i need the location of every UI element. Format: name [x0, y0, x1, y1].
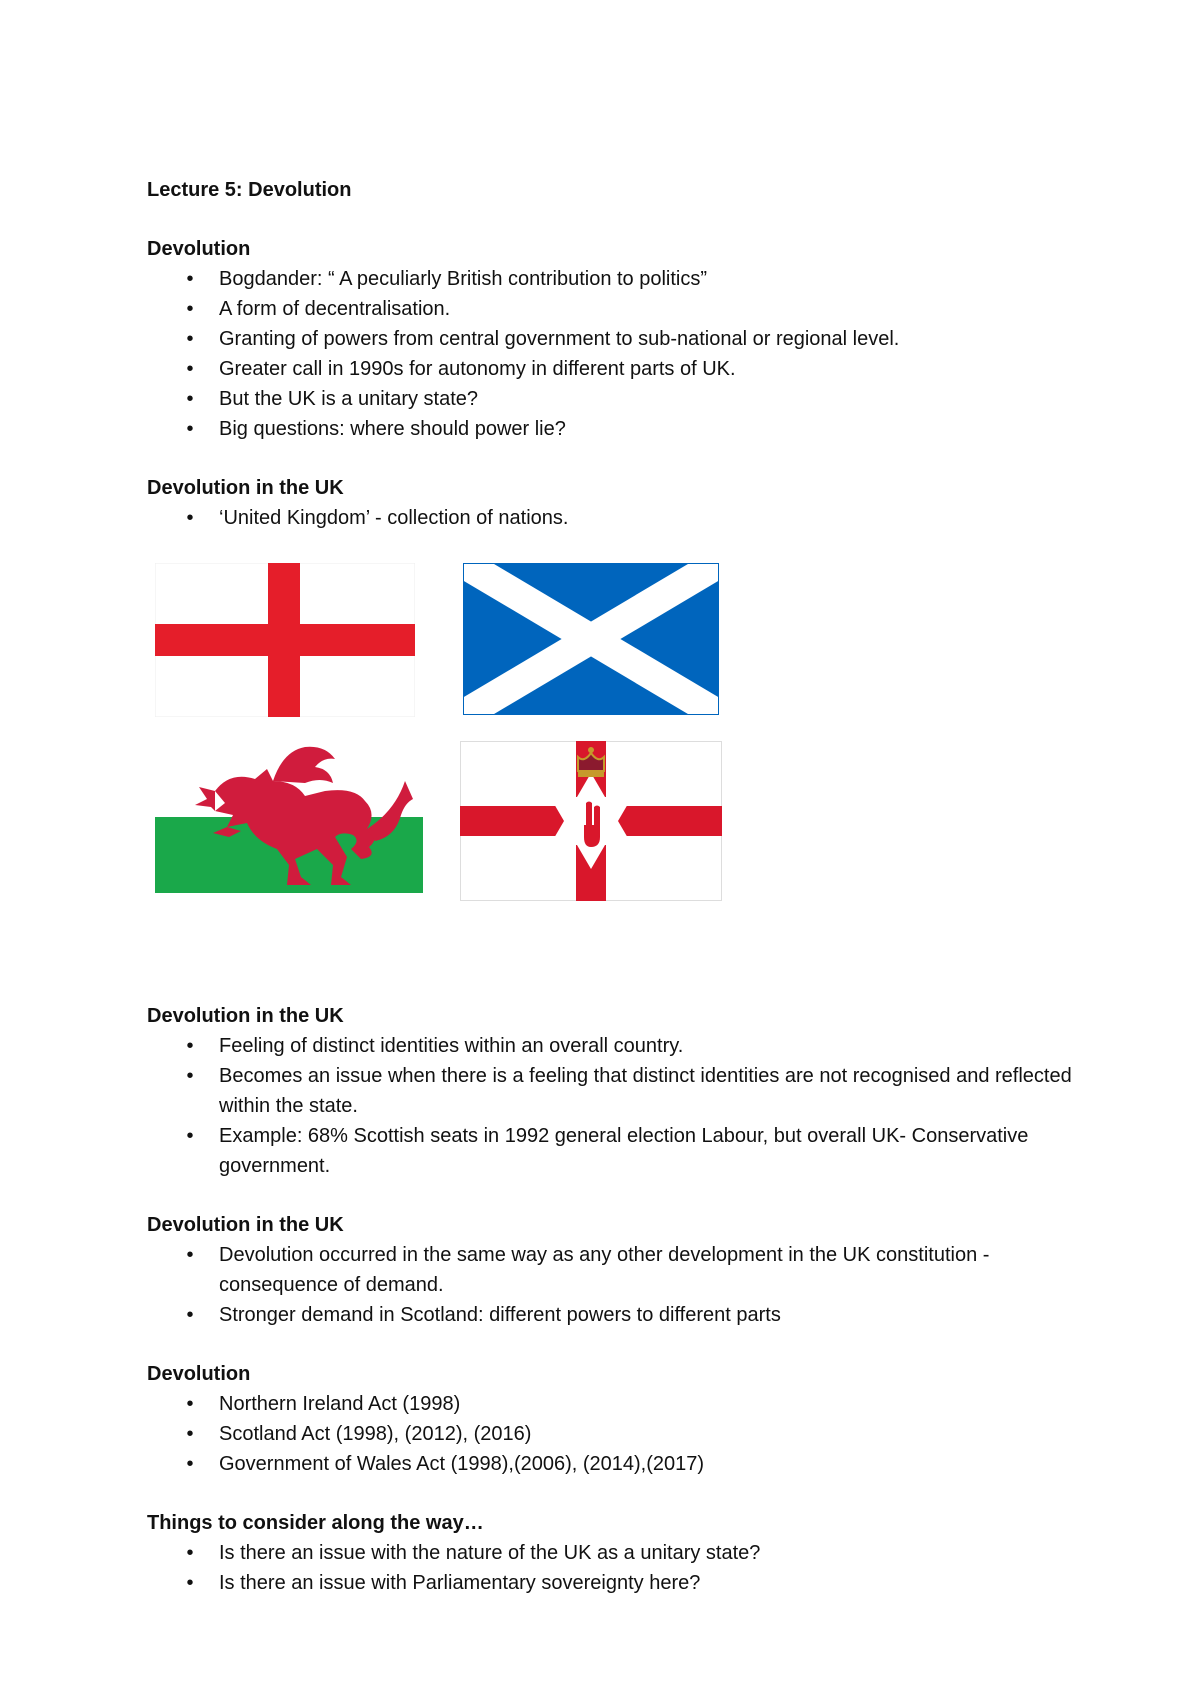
- bullet-icon: •: [186, 418, 194, 440]
- list-item-text: Big questions: where should power lie?: [219, 418, 566, 440]
- section-heading: Devolution: [147, 1363, 251, 1385]
- list-item-text: Is there an issue with the nature of the UK as a unitary state?: [219, 1542, 761, 1564]
- list-item: [147, 1061, 1107, 1121]
- bullet-icon: •: [186, 268, 194, 290]
- list-item-text: Devolution occurred in the same way as any other development in the UK constitution - consequence of demand.: [219, 1244, 990, 1296]
- bullet-list: [147, 1240, 1107, 1330]
- list-item: [147, 1389, 1107, 1419]
- list-item: [147, 1031, 1107, 1061]
- bullet-list: [147, 264, 1107, 444]
- list-item: [147, 1121, 1107, 1181]
- list-item-text: Granting of powers from central government to sub-national or regional level.: [219, 328, 900, 350]
- bullet-icon: •: [186, 507, 194, 529]
- england-flag-icon: [155, 563, 415, 717]
- list-item-text: Greater call in 1990s for autonomy in different parts of UK.: [219, 358, 736, 380]
- section-heading: Devolution in the UK: [147, 1214, 344, 1236]
- section-devolution-intro: [147, 234, 1107, 444]
- list-item-text: A form of decentralisation.: [219, 298, 451, 320]
- bullet-icon: •: [186, 1244, 194, 1266]
- bullet-icon: •: [186, 1065, 194, 1087]
- bullet-list: [147, 1389, 1107, 1479]
- scotland-flag-icon: [463, 563, 719, 715]
- list-item: [147, 414, 1107, 444]
- bullet-icon: •: [186, 1125, 194, 1147]
- section-devolution-uk-3: [147, 1210, 1107, 1330]
- list-item: [147, 1240, 1107, 1300]
- list-item-text: ‘United Kingdom’ - collection of nations.: [219, 507, 569, 529]
- section-heading: Things to consider along the way…: [147, 1512, 484, 1534]
- list-item: [147, 384, 1107, 414]
- list-item: [147, 1538, 1107, 1568]
- bullet-icon: •: [186, 1542, 194, 1564]
- bullet-icon: •: [186, 1035, 194, 1057]
- list-item: [147, 354, 1107, 384]
- wales-flag-icon: [155, 741, 423, 893]
- list-item-text: Stronger demand in Scotland: different powers to different parts: [219, 1304, 781, 1326]
- bullet-list: [147, 1031, 1107, 1181]
- list-item: [147, 1449, 1107, 1479]
- list-item: [147, 1300, 1107, 1330]
- northern-ireland-flag-icon: [460, 741, 722, 901]
- bullet-icon: •: [186, 388, 194, 410]
- list-item-text: But the UK is a unitary state?: [219, 388, 479, 410]
- list-item-text: Is there an issue with Parliamentary sovereignty here?: [219, 1572, 701, 1594]
- list-item-text: Bogdander: “ A peculiarly British contribution to politics”: [219, 268, 708, 290]
- list-item-text: Government of Wales Act (1998),(2006), (2014),(2017): [219, 1453, 705, 1475]
- bullet-icon: •: [186, 1393, 194, 1415]
- bullet-icon: •: [186, 1572, 194, 1594]
- flags-image-group: [147, 543, 1107, 953]
- list-item-text: Example: 68% Scottish seats in 1992 general election Labour, but overall UK- Conservative government.: [219, 1125, 1029, 1177]
- section-devolution-acts: [147, 1359, 1107, 1479]
- document-title: Lecture 5: Devolution: [147, 179, 352, 201]
- list-item: [147, 264, 1107, 294]
- list-item: [147, 324, 1107, 354]
- list-item-text: Northern Ireland Act (1998): [219, 1393, 461, 1415]
- section-devolution-uk-2: [147, 1001, 1107, 1181]
- list-item-text: Feeling of distinct identities within an overall country.: [219, 1035, 684, 1057]
- list-item: [147, 1568, 1107, 1598]
- bullet-list: [147, 503, 1107, 533]
- section-heading: Devolution in the UK: [147, 477, 344, 499]
- bullet-list: [147, 1538, 1107, 1598]
- document-body: [147, 175, 1107, 1627]
- bullet-icon: •: [186, 358, 194, 380]
- list-item: [147, 503, 1107, 533]
- section-devolution-uk-1: [147, 473, 1107, 533]
- list-item: [147, 294, 1107, 324]
- section-things-to-consider: [147, 1508, 1107, 1598]
- bullet-icon: •: [186, 1453, 194, 1475]
- bullet-icon: •: [186, 328, 194, 350]
- list-item-text: Becomes an issue when there is a feeling that distinct identities are not recognised and reflected within the state.: [219, 1065, 1072, 1117]
- bullet-icon: •: [186, 298, 194, 320]
- section-heading: Devolution in the UK: [147, 1005, 344, 1027]
- bullet-icon: •: [186, 1423, 194, 1445]
- bullet-icon: •: [186, 1304, 194, 1326]
- section-heading: Devolution: [147, 238, 251, 260]
- list-item-text: Scotland Act (1998), (2012), (2016): [219, 1423, 532, 1445]
- list-item: [147, 1419, 1107, 1449]
